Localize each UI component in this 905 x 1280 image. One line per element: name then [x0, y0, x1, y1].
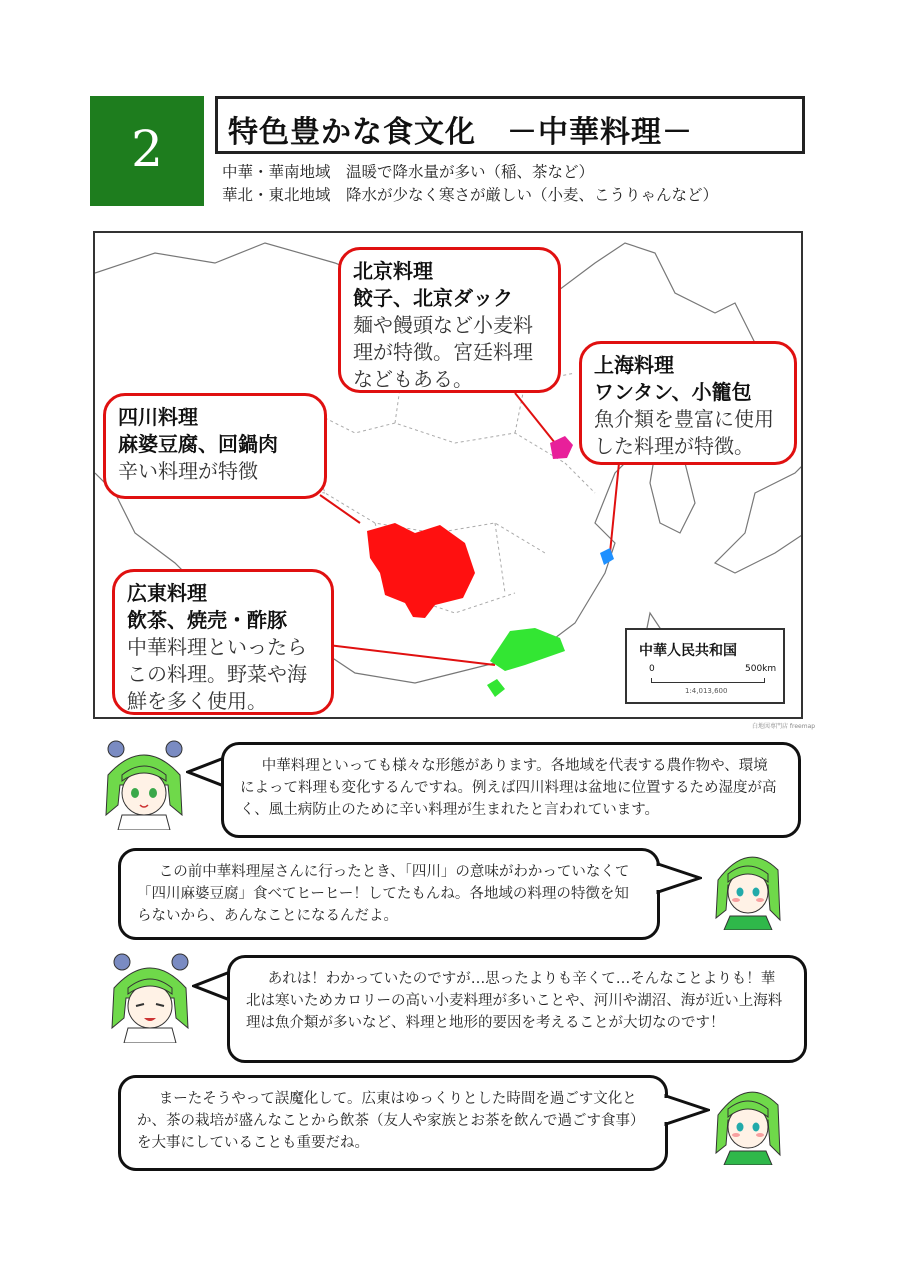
guangdong-callout	[112, 569, 334, 715]
dialogue-bubble-4	[118, 1075, 668, 1171]
shanghai-description: 魚介類を豊富に使用した料理が特徴。	[594, 407, 774, 458]
beijing-callout	[338, 247, 561, 393]
section-number-box	[90, 96, 204, 206]
scale-ratio: 1:4,013,600	[685, 687, 728, 695]
guangdong-region	[490, 628, 565, 671]
guangdong-pointer	[328, 645, 495, 665]
dialogue-bubble-1	[221, 742, 801, 838]
sichuan-region	[367, 523, 475, 618]
sichuan-name: 四川料理	[118, 405, 198, 429]
title-box	[215, 96, 805, 154]
dialogue-text-4: まーたそうやって誤魔化して。広東はゆっくりとした時間を過ごす文化とか、茶の栽培が盛んなことから飲茶（友人や家族とお茶を飲んで過ごす食事）を大事にしていることも重要だね。	[137, 1091, 645, 1151]
legend-title: 中華人民共和国	[639, 643, 737, 659]
subtitle-line-1: 中華・華南地域 温暖で降水量が多い（稲、茶など）	[222, 163, 595, 181]
dialogue-text-2: この前中華料理屋さんに行ったとき、「四川」の意味がわかっていなくて「四川麻婆豆腐」食べてヒーヒー！してたもんね。各地域の料理の特徴を知らないから、あんなことになるんだよ。	[137, 864, 630, 924]
bubble-4-tail	[664, 1092, 710, 1128]
sichuan-pointer	[320, 495, 360, 523]
bubble-2-tail	[656, 860, 702, 896]
japan-outline	[715, 463, 803, 573]
beijing-dishes: 餃子、北京ダック	[353, 286, 513, 310]
shanghai-name: 上海料理	[594, 353, 674, 377]
hainan-region	[487, 679, 505, 697]
beijing-description: 麺や饅頭など小麦料理が特徴。宮廷料理などもある。	[353, 313, 533, 391]
dialogue-bubble-3	[227, 955, 807, 1063]
map-credit: 白地図専門店 freemap	[752, 723, 816, 730]
scale-end-label: 500km	[745, 664, 777, 674]
guangdong-dishes: 飲茶、焼売・酢豚	[127, 608, 287, 632]
ponytail-character-avatar	[712, 840, 784, 930]
beijing-region	[550, 436, 573, 459]
section-number: 2	[131, 120, 163, 178]
bubble-3-tail	[192, 968, 232, 1004]
dialogue-text-1: 中華料理といっても様々な形態があります。各地域を代表する農作物や、環境によって料理も変化するんですね。例えば四川料理は盆地に位置するため湿度が高く、風土病防止のために辛い料理が生まれたと言われています。	[240, 758, 777, 818]
sichuan-description: 辛い料理が特徴	[118, 459, 258, 483]
sichuan-dishes: 麻婆豆腐、回鍋肉	[118, 432, 278, 456]
beijing-name: 北京料理	[353, 259, 433, 283]
dialogue-bubble-2	[118, 848, 660, 940]
dialogue-text-3: あれは！わかっていたのですが…思ったよりも辛くて…そんなことよりも！華北は寒いためカロリーの高い小麦料理が多いことや、河川や湖沼、海が近い上海料理は魚介類が多いなど、料理と地形的要因を考えることが大切なのです！	[246, 971, 783, 1031]
scale-bar	[651, 678, 765, 683]
guangdong-description: 中華料理といったらこの料理。野菜や海鮮を多く使用。	[127, 635, 307, 713]
ponytail-character-avatar-2	[712, 1075, 784, 1165]
sichuan-callout	[103, 393, 327, 499]
shanghai-callout	[579, 341, 797, 465]
korea-outline	[650, 453, 695, 533]
shanghai-dishes: ワンタン、小籠包	[594, 380, 752, 404]
shanghai-pointer	[610, 453, 620, 553]
map-legend	[625, 628, 785, 704]
grape-character-avatar	[98, 735, 190, 830]
grape-character-avatar-2	[104, 948, 196, 1043]
bubble-1-tail	[186, 754, 226, 790]
scale-start-label: 0	[649, 664, 655, 674]
page-title: 特色豊かな食文化 －中華料理－	[228, 115, 693, 150]
subtitle-line-2: 華北・東北地域 降水が少なく寒さが厳しい（小麦、こうりゃんなど）	[222, 186, 719, 204]
guangdong-name: 広東料理	[127, 581, 207, 605]
beijing-pointer	[515, 393, 555, 443]
